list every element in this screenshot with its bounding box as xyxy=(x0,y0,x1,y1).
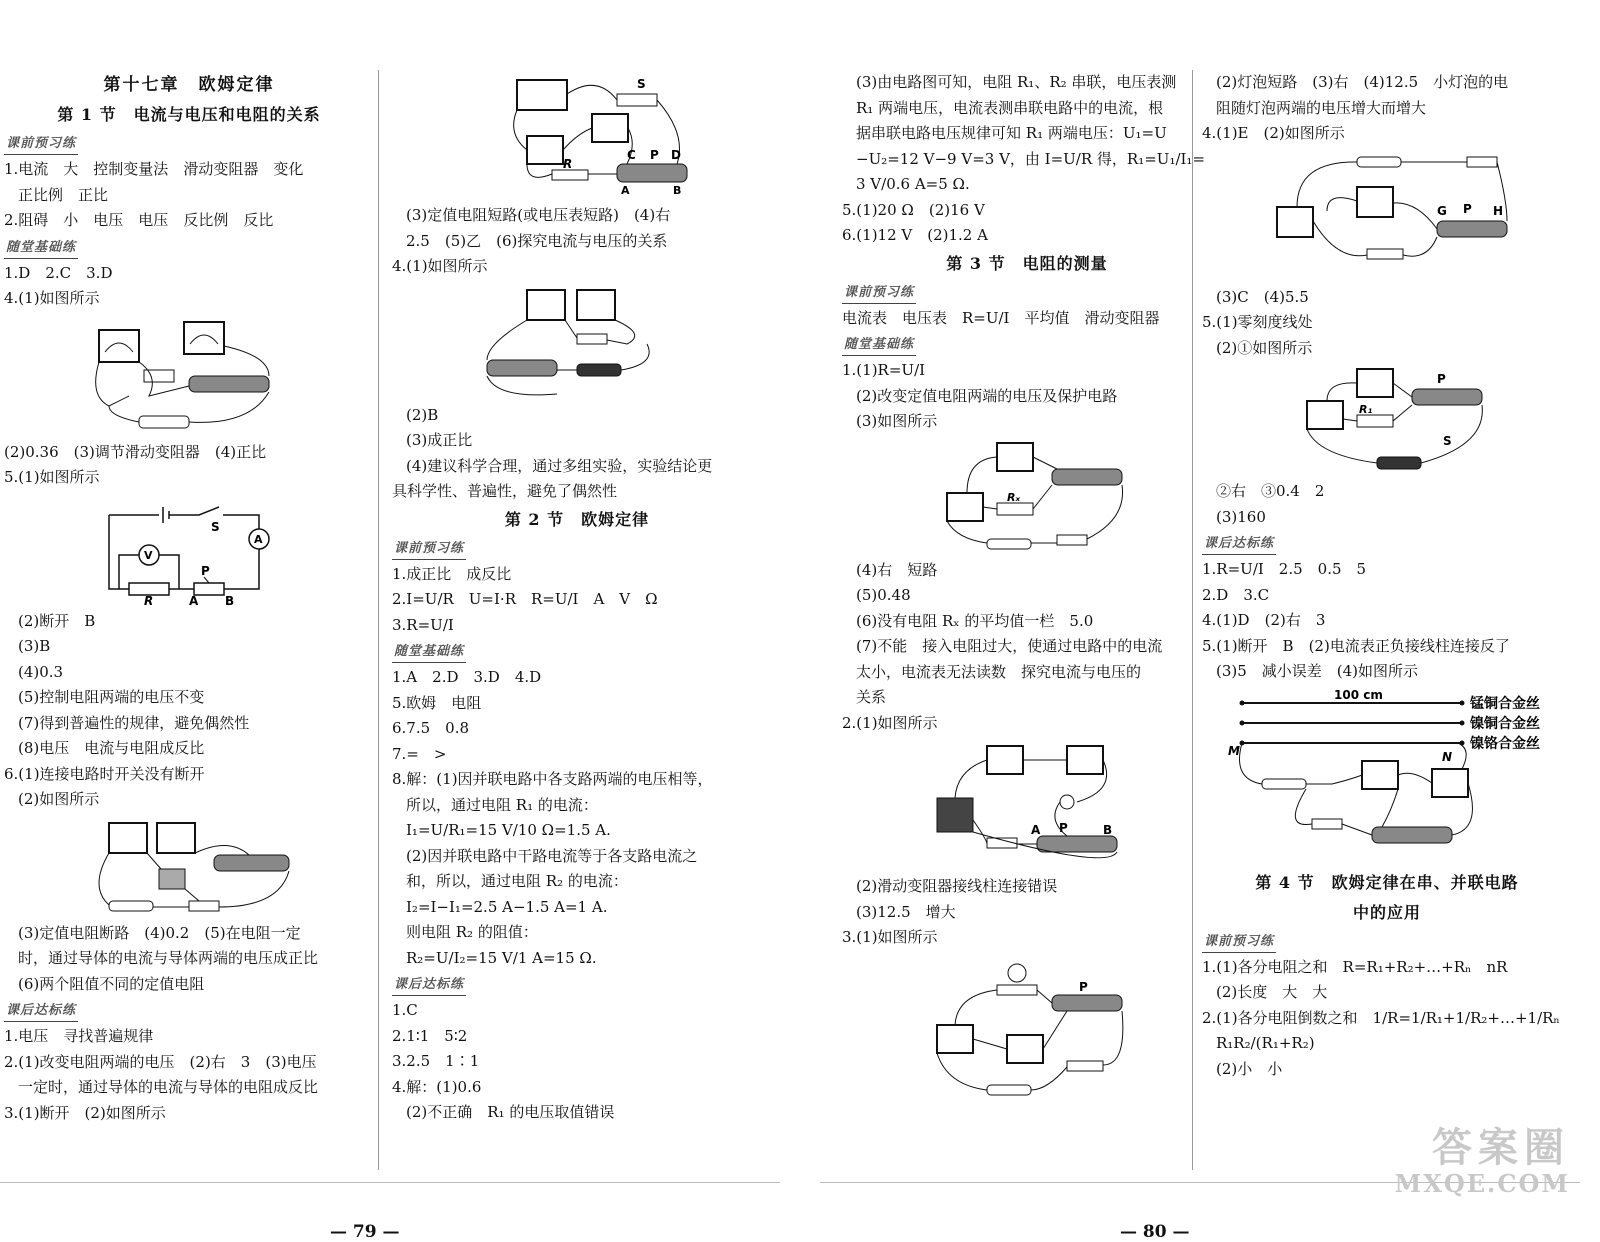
answer-line: 时，通过导体的电流与导体两端的电压成正比 xyxy=(18,949,319,967)
label-A: A xyxy=(1031,823,1041,837)
answer-line: 1.(1)各分电阻之和 R=R₁+R₂+…+Rₙ nR xyxy=(1202,957,1508,976)
answer-line: (6)两个阻值不同的定值电阻 xyxy=(18,974,205,993)
answer-line: 太小，电流表无法读数 探究电流与电压的 xyxy=(856,662,1142,681)
right-column-1 xyxy=(842,70,1212,1104)
section-4-title-line-1: 第 4 节 欧姆定律在串、并联电路 xyxy=(1255,872,1519,892)
answer-line: R₁ 两端电压，电流表测串联电路中的电流，根 xyxy=(856,98,1164,117)
section-4-title-line-2: 中的应用 xyxy=(1352,902,1421,922)
wire-label-1: 锰铜合金丝 xyxy=(1470,695,1540,712)
circuit-figure-8 xyxy=(1267,151,1507,281)
wire-label-2: 镍铜合金丝 xyxy=(1470,715,1540,732)
answer-line: 1.电流 大 控制变量法 滑动变阻器 变化 xyxy=(4,160,304,178)
answer-line: (4)0.3 xyxy=(18,662,64,681)
footer-rule xyxy=(0,1182,780,1183)
watermark-text-2: MXQE.COM xyxy=(1394,1169,1570,1198)
label-A: A xyxy=(621,184,630,197)
label-R: R xyxy=(563,157,573,171)
answer-line: (2)B xyxy=(406,405,439,424)
answer-line: (4)右 短路 xyxy=(856,560,938,579)
left-column-1 xyxy=(4,70,374,1126)
bar-preview: 课前预习练 xyxy=(392,539,466,560)
answer-line: 2.D 3.C xyxy=(1202,585,1270,604)
watermark xyxy=(1370,1126,1570,1206)
circuit-figure-7 xyxy=(927,955,1127,1100)
circuit-figure-9 xyxy=(1287,365,1487,475)
circuit-figure-6 xyxy=(927,740,1127,870)
label-P: P xyxy=(1463,201,1472,216)
label-S: S xyxy=(637,77,646,91)
answer-line: (8)电压 电流与电阻成反比 xyxy=(18,739,205,757)
bar-basic: 随堂基础练 xyxy=(392,642,466,663)
label-P: P xyxy=(1059,821,1068,835)
answer-line: 1.R=U/I 2.5 0.5 5 xyxy=(1202,560,1367,578)
answer-line: 5.(1)如图所示 xyxy=(4,468,100,486)
answer-line: 电流表 电压表 R=U/I 平均值 滑动变阻器 xyxy=(842,308,1160,327)
chapter-title: 第十七章 欧姆定律 xyxy=(103,75,275,95)
label-G: G xyxy=(1437,203,1447,218)
label-B: B xyxy=(1103,823,1113,837)
answer-line: (2)改变定值电阻两端的电压及保护电路 xyxy=(856,386,1118,405)
answer-line: 4.(1)如图所示 xyxy=(4,289,100,307)
answer-line: 6.(1)12 V (2)1.2 A xyxy=(842,226,988,244)
answer-line: 正比例 正比 xyxy=(18,185,109,204)
answer-line: 和，所以，通过电阻 R₂ 的电流： xyxy=(406,872,628,890)
answer-line: 4.(1)如图所示 xyxy=(392,257,488,275)
answer-line: (2)如图所示 xyxy=(18,790,100,808)
answer-line: (2)长度 大 大 xyxy=(1216,983,1328,1001)
label-D: D xyxy=(671,148,681,162)
answer-line: (3)定值电阻短路(或电压表短路) (4)右 xyxy=(406,206,671,224)
answer-line: (2)滑动变阻器接线柱连接错误 xyxy=(856,877,1058,895)
answer-line: 1.D 2.C 3.D xyxy=(4,263,113,282)
answer-line: 3.(1)如图所示 xyxy=(842,928,938,946)
answer-line: 2.(1)各分电阻倒数之和 1/R=1/R₁+1/R₂+…+1/Rₙ xyxy=(1202,1008,1560,1027)
label-P: P xyxy=(1079,979,1088,994)
answer-line: 6.7.5 0.8 xyxy=(392,719,470,737)
answer-line: 关系 xyxy=(856,688,887,706)
answer-line: 具科学性、普遍性，避免了偶然性 xyxy=(392,482,618,500)
answer-line: (3)C (4)5.5 xyxy=(1216,287,1309,306)
label-voltmeter: V xyxy=(144,548,153,562)
label-R1: R₁ xyxy=(1359,403,1373,416)
answer-line: 5.(1)20 Ω (2)16 V xyxy=(842,200,985,219)
label-ammeter: A xyxy=(254,532,263,546)
answer-line: ②右 ③0.4 2 xyxy=(1216,482,1325,500)
wire-experiment-figure xyxy=(1222,689,1552,864)
answer-line: (2)①如图所示 xyxy=(1216,338,1313,357)
answer-line: (5)0.48 xyxy=(856,586,911,604)
label-C: C xyxy=(627,148,636,162)
circuit-schematic xyxy=(99,495,279,608)
answer-line: (3)成正比 xyxy=(406,431,473,449)
answer-line: (3)如图所示 xyxy=(856,412,938,430)
answer-line: (3)由电路图可知，电阻 R₁、R₂ 串联，电压表测 xyxy=(856,73,1177,91)
circuit-figure-3 xyxy=(467,74,687,199)
page-number: — 80 — xyxy=(1120,1222,1190,1242)
answer-line: 3 V/0.6 A=5 Ω. xyxy=(856,175,970,193)
left-column-2 xyxy=(392,70,762,1126)
answer-line: (7)不能 接入电阻过大，使通过电路中的电流 xyxy=(856,637,1163,655)
label-P: P xyxy=(1437,372,1446,386)
section-2-title: 第 2 节 欧姆定律 xyxy=(504,509,650,529)
watermark-text-1: 答案圈 xyxy=(1432,1124,1570,1171)
answer-line: 6.(1)连接电路时开关没有断开 xyxy=(4,764,205,783)
answer-line: 1.电压 寻找普遍规律 xyxy=(4,1027,154,1045)
right-column-2 xyxy=(1202,70,1572,1082)
answer-line: 所以，通过电阻 R₁ 的电流： xyxy=(406,795,598,814)
answer-line: 3.2.5 1∶1 xyxy=(392,1052,480,1070)
answer-line: (7)得到普遍性的规律，避免偶然性 xyxy=(18,713,250,732)
label-P: P xyxy=(201,563,210,578)
answer-line: (2)因并联电路中干路电流等于各支路电流之 xyxy=(406,846,698,865)
label-S: S xyxy=(1443,434,1452,448)
answer-line: 5.(1)断开 B (2)电流表正负接线柱连接反了 xyxy=(1202,636,1510,655)
bar-preview: 课前预习练 xyxy=(4,134,78,155)
label-R: R xyxy=(144,593,154,608)
label-P: P xyxy=(650,148,659,162)
answer-line: 2.阻碍 小 电压 电压 反比例 反比 xyxy=(4,211,274,229)
answer-line: 2.5 (5)乙 (6)探究电流与电压的关系 xyxy=(406,231,668,250)
answer-line: 阻随灯泡两端的电压增大而增大 xyxy=(1216,98,1427,117)
answer-line: (2)小 小 xyxy=(1216,1059,1283,1078)
answer-line: (2)0.36 (3)调节滑动变阻器 (4)正比 xyxy=(4,442,267,461)
column-divider xyxy=(378,70,379,1170)
answer-line: 1.成正比 成反比 xyxy=(392,564,512,583)
answer-line: (2)断开 B xyxy=(18,611,96,630)
label-H: H xyxy=(1493,203,1504,218)
answer-line: I₂=I−I₁=2.5 A−1.5 A=1 A. xyxy=(406,897,608,916)
answer-line: (3)B xyxy=(18,637,51,655)
label-S: S xyxy=(211,519,220,534)
answer-line: −U₂=12 V−9 V=3 V，由 I=U/R 得，R₁=U₁/I₁= xyxy=(856,149,1206,168)
section-3-title: 第 3 节 电阻的测量 xyxy=(946,253,1108,273)
label-M: M xyxy=(1228,743,1240,758)
answer-line: 7.= > xyxy=(392,744,447,763)
bar-basic: 随堂基础练 xyxy=(4,238,78,259)
circuit-figure-1 xyxy=(89,316,289,436)
answer-line: R₁R₂/(R₁+R₂) xyxy=(1216,1034,1315,1052)
answer-line: (5)控制电阻两端的电压不变 xyxy=(18,688,205,706)
answer-line: 3.R=U/I xyxy=(392,615,454,634)
bar-after: 课后达标练 xyxy=(4,1001,78,1022)
wire-length-label: 100 cm xyxy=(1334,687,1383,702)
bar-after: 课后达标练 xyxy=(392,975,466,996)
answer-line: I₁=U/R₁=15 V/10 Ω=1.5 A. xyxy=(406,821,611,839)
circuit-figure-5 xyxy=(927,439,1127,554)
answer-line: 2.(1)改变电阻两端的电压 (2)右 3 (3)电压 xyxy=(4,1052,317,1071)
answer-line: 一定时，通过导体的电流与导体的电阻成反比 xyxy=(18,1078,319,1096)
answer-line: (3)160 xyxy=(1216,507,1266,526)
section-1-title: 第 1 节 电流与电压和电阻的关系 xyxy=(57,105,321,124)
answer-line: (3)12.5 增大 xyxy=(856,902,956,921)
answer-line: 3.(1)断开 (2)如图所示 xyxy=(4,1103,166,1122)
answer-line: (6)没有电阻 Rₓ 的平均值一栏 5.0 xyxy=(856,611,1094,630)
answer-line: 4.(1)D (2)右 3 xyxy=(1202,611,1326,629)
answer-line: 4.解：(1)0.6 xyxy=(392,1077,482,1096)
wire-label-3: 镍铬合金丝 xyxy=(1470,735,1540,752)
bar-preview: 课前预习练 xyxy=(842,283,916,304)
answer-line: 2.(1)如图所示 xyxy=(842,713,938,732)
answer-line: 4.(1)E (2)如图所示 xyxy=(1202,124,1345,142)
bar-preview: 课前预习练 xyxy=(1202,932,1276,953)
answer-line: (4)建议科学合理，通过多组实验，实验结论更 xyxy=(406,456,713,475)
bar-basic: 随堂基础练 xyxy=(842,335,916,356)
answer-line: 2.I=U/R U=I·R R=U/I A V Ω xyxy=(392,590,658,608)
circuit-figure-2 xyxy=(89,817,289,917)
label-A-end: A xyxy=(189,593,199,608)
page-number: — 79 — xyxy=(330,1222,400,1242)
answer-line: (3)5 减小误差 (4)如图所示 xyxy=(1216,662,1419,680)
label-Rx: Rₓ xyxy=(1007,490,1021,504)
bar-after: 课后达标练 xyxy=(1202,534,1276,555)
answer-line: R₂=U/I₂=15 V/1 A=15 Ω. xyxy=(406,948,597,967)
answer-line: 则电阻 R₂ 的阻值： xyxy=(406,923,538,941)
left-page xyxy=(0,70,780,1242)
circuit-figure-4 xyxy=(477,284,677,399)
answer-line: 1.C xyxy=(392,1001,418,1019)
answer-line: 5.(1)零刻度线处 xyxy=(1202,313,1313,331)
answer-line: 2.1∶1 5∶2 xyxy=(392,1026,468,1045)
label-B-end: B xyxy=(225,593,235,608)
answer-line: 据串联电路电压规律可知 R₁ 两端电压：U₁=U xyxy=(856,124,1167,142)
answer-line: 1.A 2.D 3.D 4.D xyxy=(392,668,542,686)
answer-line: (2)不正确 R₁ 的电压取值错误 xyxy=(406,1103,615,1121)
label-B: B xyxy=(673,184,682,197)
answer-line: (2)灯泡短路 (3)右 (4)12.5 小灯泡的电 xyxy=(1216,73,1509,91)
answer-line: 8.解：(1)因并联电路中各支路两端的电压相等， xyxy=(392,770,713,788)
answer-line: 1.(1)R=U/I xyxy=(842,361,926,379)
label-N: N xyxy=(1442,749,1453,764)
answer-line: 5.欧姆 电阻 xyxy=(392,693,482,712)
answer-line: (3)定值电阻断路 (4)0.2 (5)在电阻一定 xyxy=(18,923,301,942)
